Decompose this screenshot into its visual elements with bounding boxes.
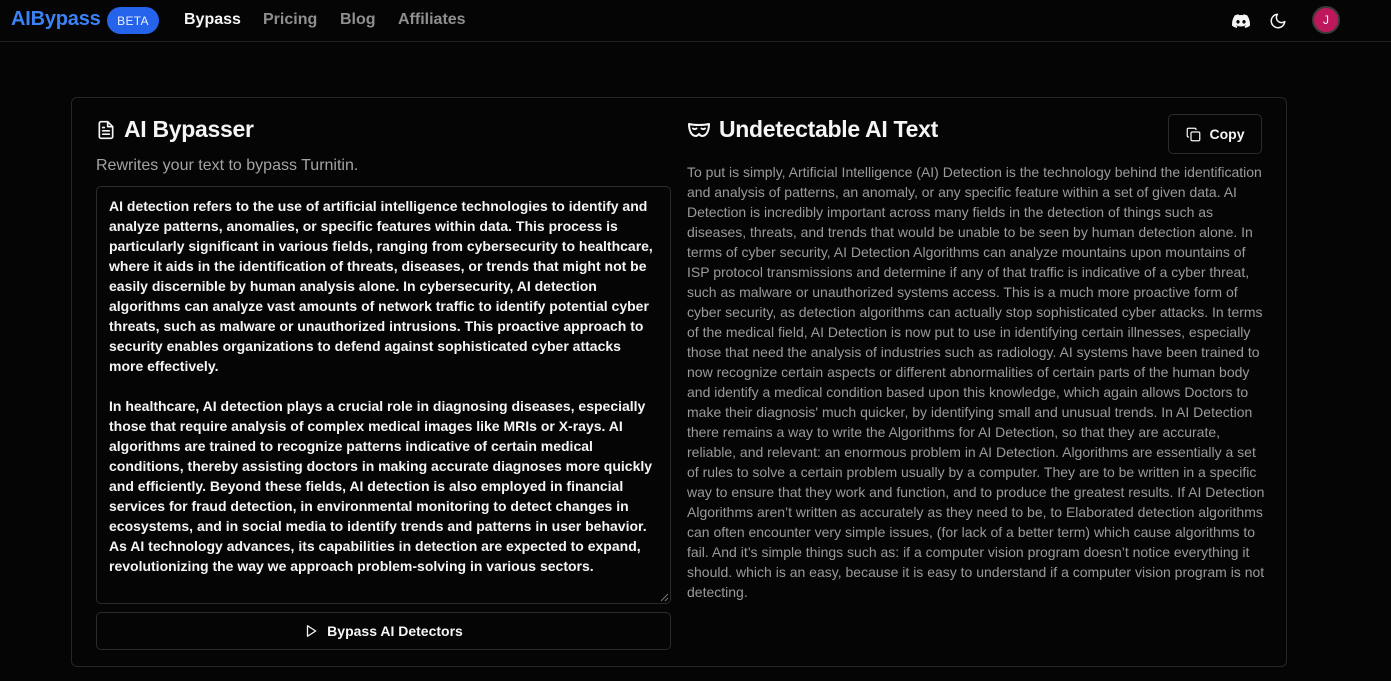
- discord-icon[interactable]: [1228, 8, 1254, 34]
- page-title: AI Bypasser: [124, 116, 254, 142]
- copy-button[interactable]: [1168, 114, 1262, 154]
- play-icon: [304, 624, 318, 638]
- input-textarea[interactable]: AI detection refers to the use of artificial intelligence technologies to identify and analyze patterns, anomalies, or specific features within data. This process is particularly significant in various fields, ranging from cybersecurity to healthcare, where it aids in the identification of threats, diseases, or trends that might not be easily discernible by human analysis alone. In cybersecurity, AI detection algorithms can analyze vast amounts of network traffic to identify potential cyber threats, such as malware or unauthorized intrusions. This proactive approach to security enables organizations to defend against sophisticated cyber attacks more effectively. In healthcare, AI detection plays a crucial role in diagnosing diseases, especially those that require analysis of complex medical images like MRIs or X-rays. AI algorithms are trained to recognize patterns indicative of certain medical conditions, thereby assisting doctors in making accurate diagnoses more quickly and efficiently. Beyond these fields, AI detection is also employed in financial services for fraud detection, in environmental monitoring to detect changes in ecosystems, and in social media to identify trends and patterns in user behavior. As AI technology advances, its capabilities in detection are expected to expand, revolutionizing the way we approach problem-solving in various sectors.: [96, 186, 671, 604]
- moon-icon[interactable]: [1265, 8, 1291, 34]
- document-icon: [96, 120, 116, 140]
- nav-pricing[interactable]: Pricing: [263, 11, 318, 28]
- bypasser-heading: [96, 116, 254, 143]
- nav-affiliates[interactable]: Affiliates: [398, 11, 466, 28]
- undetectable-heading: [687, 116, 938, 143]
- nav-bypass[interactable]: Bypass: [184, 11, 241, 28]
- avatar[interactable]: J: [1312, 6, 1340, 34]
- output-title: Undetectable AI Text: [719, 116, 938, 142]
- copy-icon: [1186, 127, 1201, 142]
- bypass-button[interactable]: [96, 612, 671, 650]
- bypass-button-label: Bypass AI Detectors: [327, 623, 463, 639]
- bypasser-subtitle: Rewrites your text to bypass Turnitin.: [96, 157, 359, 174]
- brand-logo[interactable]: AIBypass: [11, 8, 101, 30]
- resize-grip-icon[interactable]: [659, 592, 669, 602]
- beta-badge: BETA: [107, 7, 159, 34]
- output-text: To put is simply, Artificial Intelligence (AI) Detection is the technology behind the identification and analysis of patterns, an anomaly, or any specific feature within a set of given data. AI Detection is incredibly important across many fields in the detection of things such as diseases, threats, and trends that would be unable to be seen by human detection alone. In terms of cyber security, AI Detection Algorithms can analyze mountains upon mountains of ISP protocol transmissions and determine if any of that traffic is indicative of a cyber threat, such as malware or unauthorized systems access. This is a much more proactive form of cyber security, as detection algorithms can actually stop sophisticated cyber attacks. In terms of the medical field, AI Detection is now put to use in identifying certain illnesses, especially those that need the analysis of industries such as radiology. AI systems have been trained to now recognize certain aspects or different abnormalities of certain parts of the human body and identify a medical condition based upon this knowledge, which again allows Doctors to make their diagnosis' much quicker, by identifying small and unusual trends. In AI Detection there remains a way to write the Algorithms for AI Detection, so that they are accurate, reliable, and relevant: an enormous problem in AI Detection. Algorithms are essentially a set of rules to solve a certain problem usually by a computer. They are to be written in a specific way to ensure that they work and function, and to produce the greatest results. If AI Detection Algorithms aren’t written as accurately as they need to be, to Elaborated detection algorithms can often encounter very simple issues, (for lack of a better term) which cause algorithms to fail. And it’s simple things such as: if a computer vision program doesn’t notice everything it should. which is an easy, because it is easy to understand if a computer vision program is not detecting.: [687, 164, 1265, 600]
- mask-icon: [687, 120, 711, 140]
- top-navbar: [0, 0, 1391, 42]
- nav-blog[interactable]: Blog: [340, 11, 376, 28]
- copy-button-label: Copy: [1209, 126, 1245, 142]
